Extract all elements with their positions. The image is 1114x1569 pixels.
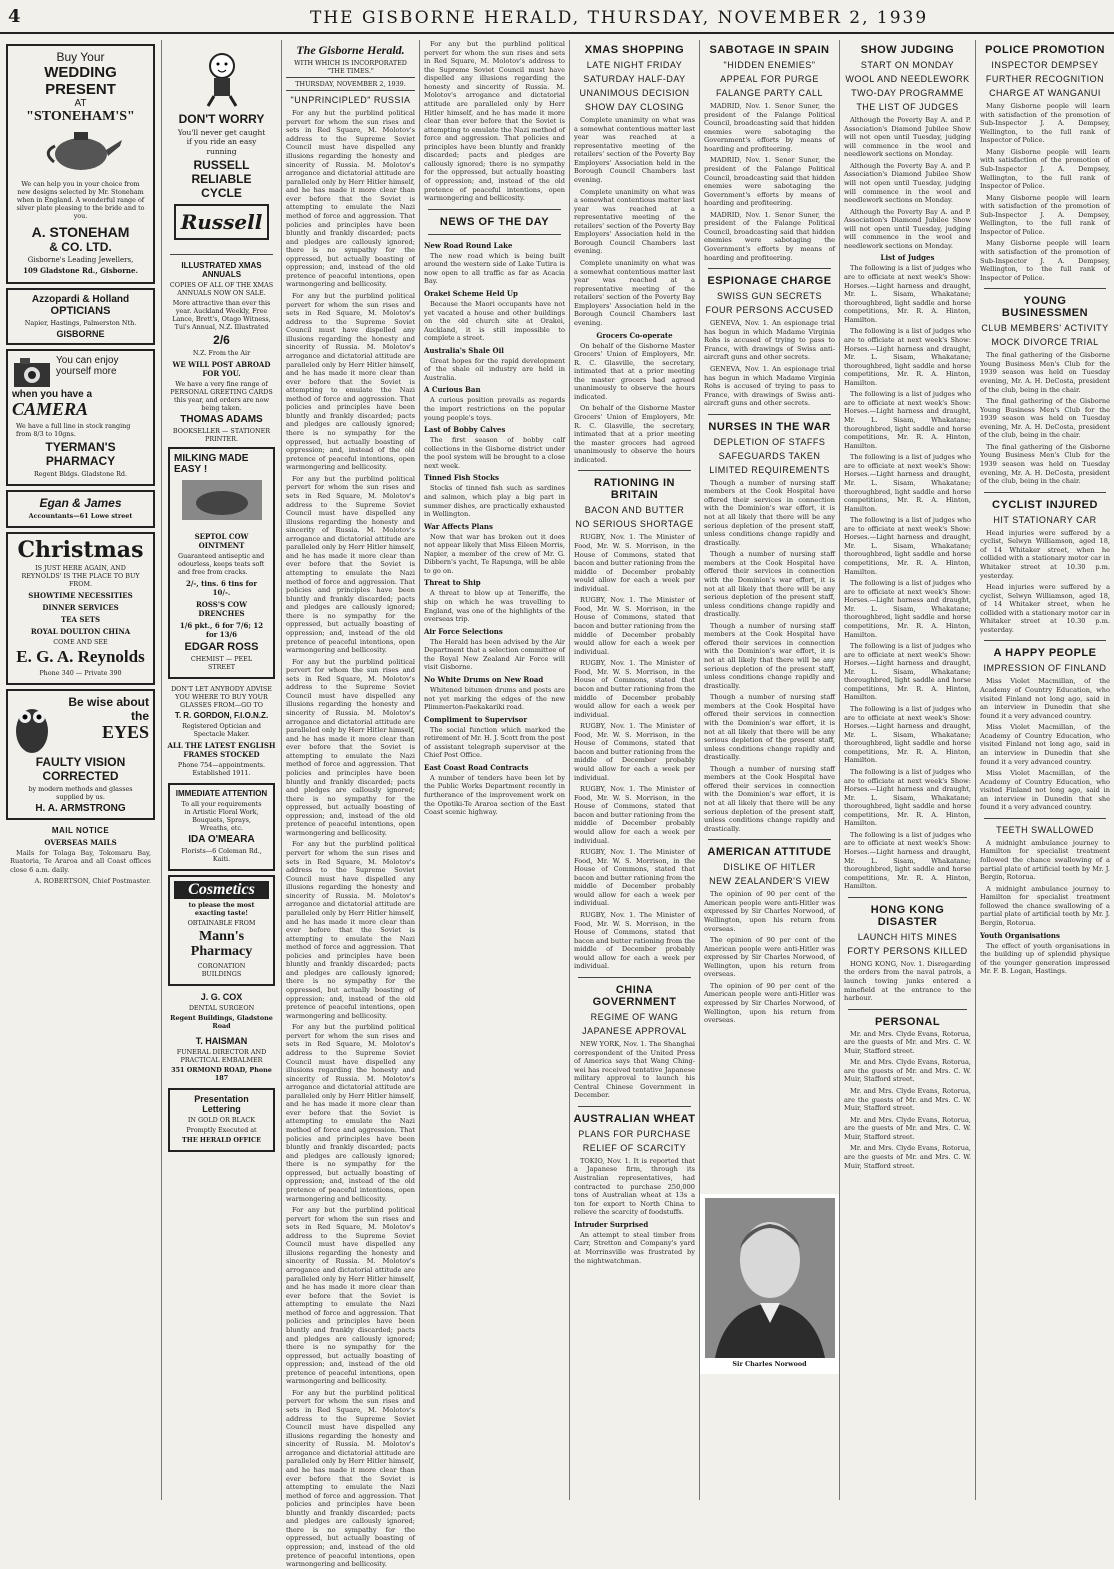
police-head: POLICE PROMOTION xyxy=(985,44,1105,56)
mail-sign: A. ROBERTSON, Chief Postmaster. xyxy=(34,877,151,886)
wheat-sub: PLANS FOR PURCHASE xyxy=(578,1128,691,1139)
ad-name: THOMAS ADAMS xyxy=(180,414,263,426)
xmas-sub: SHOW DAY CLOSING xyxy=(584,102,685,112)
ad-line: DINNER SERVICES xyxy=(42,602,119,612)
police-body: Many Gisborne people will learn with satisfaction of the promotion of Sub-Inspector J. A. Dempsey, Wellington, to the full rank of Inspector of Police. xyxy=(980,239,1110,282)
judges-body: The following is a list of judges who are to officiate at next week's Show: Horses.—Light harness and draught, Mr. L. Sisam, Whakatane; thoroughbred, light saddle and horse competitions, Mr. R. A. Hinton, Hamilton. xyxy=(844,705,971,765)
american-body: The opinion of 90 per cent of the American people were anti-Hitler was expressed by Sir Charles Norwood, of Wellington, upon his return from overseas. xyxy=(704,890,835,933)
ad-line: Promptly Executed at xyxy=(186,1125,257,1134)
wheat-sub: RELIEF OF SCARCITY xyxy=(582,1142,687,1153)
judges-body: The following is a list of judges who are to officiate at next week's Show: Horses.—Light harness and draught, Mr. L. Sisam, Whakatane; thoroughbred, light saddle and horse competitions, Mr. R. A. Hinton, Hamilton. xyxy=(844,453,971,513)
mail-sub: OVERSEAS MAILS xyxy=(44,837,117,847)
news-list xyxy=(420,241,569,817)
ad-line: ROSS'S COW DRENCHES xyxy=(195,600,248,619)
news-item-body: A curious position prevails as regards the import restrictions on the popular young people's toys. xyxy=(424,396,565,422)
police-body: Many Gisborne people will learn with satisfaction of the promotion of Sub-Inspector J. A. Dempsey, Wellington, to the full rank of Inspector of Police. xyxy=(980,147,1110,191)
milking-illustration-icon xyxy=(177,475,267,525)
nurses-body: Though a number of nursing staff members at the Cook Hospital have offered their services in connection with the Dominion's war effort, it is not at all likely that there will be any serious depletion of the present staff, unless conditions change rapidly and drastically. xyxy=(704,621,835,690)
news-item-head: No White Drums on New Road xyxy=(424,674,544,684)
editorial-body: For any but the purblind political pervert for whom the sun rises and sets in Red Square, M. Molotov's address to the Supreme Soviet Council must have dispelled any illusions regarding the honesty and sincerity of Russia. M. Molotov's arrogance and dictatorial attitude are paralleled only by Herr Hitler himself, and he has made it more clear than ever before that the Soviet is attempting to emulate the Nazi method of force and aggression. That policies and principles have been bluntly and frankly discarded; pacts and pledges are callously ignored; there is no sympathy for the oppressed, but actually boasting of oppression; and, instead of the old pretence of peaceful intentions, open warmongering and bellicosity. xyxy=(424,40,565,203)
show-body: Although the Poverty Bay A. and P. Association's Diamond Jubilee Show will not open until Tuesday, judging will commence in the wool and needlework sections on Monday. xyxy=(844,116,971,159)
camera-ad xyxy=(6,349,155,486)
judges-body: The following is a list of judges who are to officiate at next week's Show: Horses.—Light harness and draught, Mr. L. Sisam, Whakatane; thoroughbred, light saddle and horse competitions, Mr. R. A. Hinton, Hamilton. xyxy=(844,830,971,891)
ad-price: 2/6 xyxy=(213,333,230,348)
sabotage-body: MADRID, Nov. 1. Senor Suner, the president of the Falange Political Council, broadcasting said that hidden enemies were sabotaging the Government's efforts by means of hoarding and profiteering. xyxy=(704,156,835,208)
ad-line: N.Z. From the Air xyxy=(192,349,251,358)
ad-name: IDA O'MEARA xyxy=(188,834,255,846)
ad-name: Egan & James xyxy=(39,495,122,510)
nurses-sub: DEPLETION OF STAFFS xyxy=(713,436,826,447)
china-sub: REGIME OF WANG xyxy=(590,1011,679,1022)
hk-head: HONG KONG DISASTER xyxy=(870,903,945,928)
teapot-icon xyxy=(36,124,126,174)
stoneham-ad xyxy=(6,44,155,284)
reynolds-ad xyxy=(6,532,155,685)
judges-body: The following is a list of judges who are to officiate at next week's Show: Horses.—Light harness and draught, Mr. L. Sisam, Whakatane; thoroughbred, light saddle and horse competitions, Mr. R. A. Hinton, Hamilton. xyxy=(844,767,971,828)
personal-body: Mr. and Mrs. Clyde Evans, Rotorua, are the guests of Mr. and Mrs. C. W. Muir, Stafford street. xyxy=(844,1087,971,1113)
editorial-body: For any but the purblind political pervert for whom the sun rises and sets in Red Square, M. Molotov's address to the Supreme Soviet Council must have dispelled any illusions regarding the honesty and sincerity of Russia. M. Molotov's arrogance and dictatorial attitude are paralleled only by Herr Hitler himself, and he has made it more clear than ever before that the Soviet is attempting to emulate the Nazi method of force and aggression. That policies and principles have been bluntly and frankly discarded; pacts and pledges are callously ignored; there is no sympathy for the oppressed, but actually boasting of oppression; and, instead of the old pretence of peaceful intentions, open warmongering and bellicosity. xyxy=(286,292,415,472)
cox-ad xyxy=(162,992,281,1030)
ads-column-2 xyxy=(162,40,282,1500)
intruder-head: Intruder Surprised xyxy=(574,1219,649,1229)
egan-ad xyxy=(6,490,155,528)
ad-line: Phone 754—appointments. Established 1911. xyxy=(177,761,266,778)
azzopardi-ad xyxy=(6,288,155,345)
ad-line: IN GOLD OR BLACK xyxy=(187,1115,256,1124)
ad-line: RELIABLE CYCLE xyxy=(191,172,252,201)
editorial-body: For any but the purblind political pervert for whom the sun rises and sets in Red Square, M. Molotov's address to the Supreme Soviet Council must have dispelled any illusions regarding the honesty and sincerity of Russia. M. Molotov's arrogance and dictatorial attitude are paralleled only by Herr Hitler himself, and he has made it more clear than ever before that the Soviet is attempting to emulate the Nazi method of force and aggression. That policies and principles have been bluntly and frankly discarded; pacts and pledges are callously ignored; there is no sympathy for the oppressed, but actually boasting of oppression; and, instead of the old pretence of peaceful intentions, open warmongering and bellicosity. xyxy=(286,657,415,837)
lettering-ad xyxy=(168,1088,275,1152)
xmas-sub: UNANIMOUS DECISION xyxy=(579,88,690,98)
young-body: The final gathering of the Gisborne Young Business Men's Club for the 1939 season was held on Tuesday evening, Mr. A. H. DeCosta, president of the club, being in the chair. xyxy=(980,351,1110,394)
ad-name: TYERMAN'S xyxy=(45,439,116,454)
ad-title: MILKING MADE EASY ! xyxy=(174,453,249,476)
personal-body: Mr. and Mrs. Clyde Evans, Rotorua, are the guests of Mr. and Mrs. C. W. Muir, Stafford street. xyxy=(844,1058,971,1084)
judges-body: The following is a list of judges who are to officiate at next week's Show: Horses.—Light harness and draught, Mr. L. Sisam, Whakatane; thoroughbred, light saddle and horse competitions, Mr. R. A. Hinton, Hamilton. xyxy=(844,642,971,702)
ad-line: FUNERAL DIRECTOR AND PRACTICAL EMBALMER xyxy=(176,1047,267,1064)
show-sub: THE LIST OF JUDGES xyxy=(856,102,959,112)
sabotage-body: MADRID, Nov. 1. Senor Suner, the president of the Falange Political Council, broadcasting said that hidden enemies were sabotaging the Government's efforts by means of hoarding and profiteering. xyxy=(704,102,835,153)
camera-icon xyxy=(12,355,52,389)
young-body: The final gathering of the Gisborne Young Business Men's Club for the 1939 season was held on Tuesday evening, Mr. A. H. DeCosta, president of the club, being in the chair. xyxy=(980,442,1110,486)
american-body: The opinion of 90 per cent of the American people were anti-Hitler was expressed by Sir Charles Norwood, of Wellington, upon his return from overseas. xyxy=(704,936,835,979)
ad-addr: CORONATION BUILDINGS xyxy=(197,961,246,978)
cyclist-body: Head injuries were suffered by a cyclist, Selwyn Williamson, aged 18, of 14 Whitaker street, when he collided with a stationary motor car in Whitaker street at 10.30 p.m. yesterday. xyxy=(980,528,1110,580)
personal-body: Mr. and Mrs. Clyde Evans, Rotorua, are the guests of Mr. and Mrs. C. W. Muir, Stafford street. xyxy=(844,1115,971,1141)
ad-line: WE WILL POST ABROAD FOR YOU. xyxy=(172,360,271,379)
ration-body: RUGBY, Nov. 1. The Minister of Food, Mr. W. S. Morrison, in the House of Commons, stated that bacon and butter rationing from the middle of December probably would allow for each a week per individual. xyxy=(574,848,696,908)
hk-sub: FORTY PERSONS KILLED xyxy=(847,945,968,956)
portrait-caption: Sir Charles Norwood xyxy=(732,1360,807,1368)
coop-body: On behalf of the Gisborne Master Grocers' Union of Employers, Mr. R. C. Glasville, the secretary, intimated that at a prior meeting the master grocers had agreed unanimously to observe the hours indicated. xyxy=(574,404,695,464)
ad-line: DON'T WORRY xyxy=(178,112,265,126)
news-item-head: War Affects Plans xyxy=(424,521,493,531)
espionage-sub: FOUR PERSONS ACCUSED xyxy=(705,305,834,316)
ad-line: 2/-, tins. 6 tins for 10/-. xyxy=(185,579,258,598)
russell-ad xyxy=(168,44,275,248)
mail-body: Mails for Tolaga Bay, Tokomaru Bay, Ruatoria, Te Araroa and all Coast offices close 6 a.m. daily. xyxy=(10,848,151,874)
ad-name: EDGAR ROSS xyxy=(184,641,259,654)
show-head: SHOW JUDGING xyxy=(860,44,955,56)
portrait-box xyxy=(700,1194,840,1374)
wheat-body: TOKIO, Nov. 1. It is reported that a Japanese firm, through its Australian representatives, had contracted to purchase 250,000 tons of Australian wheat at 13s a ton for export to North China to relieve the scarcity of foodstuffs. xyxy=(574,1156,695,1217)
ad-line: GISBORNE xyxy=(56,328,105,339)
paper-date: THURSDAY, NOVEMBER 2, 1939. xyxy=(295,80,406,89)
personal-head: PERSONAL xyxy=(874,1015,941,1028)
ad-name: J. G. COX xyxy=(200,991,243,1002)
ad-name: Azzopardi & Holland xyxy=(31,293,130,305)
ad-name: T. R. GORDON, F.I.O.N.Z. xyxy=(174,711,269,721)
editorial-body: For any but the purblind political pervert for whom the sun rises and sets in Red Square, M. Molotov's address to the Supreme Soviet Council must have dispelled any illusions regarding the honesty and sincerity of Russia. M. Molotov's arrogance and dictatorial attitude are paralleled only by Herr Hitler himself, and he has made it more clear than ever before that the Soviet is attempting to emulate the Nazi method of force and aggression. That policies and principles have been bluntly and frankly discarded; pacts and pledges are callously ignored; there is no sympathy for the oppressed, but actually boasting of oppression; and, instead of the old pretence of peaceful intentions, open warmongering and bellicosity. xyxy=(286,840,415,1020)
police-sub: INSPECTOR DEMPSEY xyxy=(991,60,1099,70)
american-body: The opinion of 90 per cent of the American people were anti-Hitler was expressed by Sir Charles Norwood, of Wellington, upon his return from overseas. xyxy=(704,981,835,1025)
editorial-body: For any but the purblind political pervert for whom the sun rises and sets in Red Square, M. Molotov's address to the Supreme Soviet Council must have dispelled any illusions regarding the honesty and sincerity of Russia. M. Molotov's arrogance and dictatorial attitude are paralleled only by Herr Hitler himself, and he has made it more clear than ever before that the Soviet is attempting to emulate the Nazi method of force and aggression. That policies and principles have been bluntly and frankly discarded; pacts and pledges are callously ignored; there is no sympathy for the oppressed, but actually boasting of oppression; and, instead of the old pretence of peaceful intentions, open warmongering and bellicosity. xyxy=(286,474,415,655)
show-body: Although the Poverty Bay A. and P. Association's Diamond Jubilee Show will not open until Tuesday, judging will commence in the wool and needlework sections on Monday. xyxy=(844,207,971,250)
ad-line: 351 ORMOND ROAD, Phone 187 xyxy=(171,1065,272,1082)
news-item-head: New Road Round Lake xyxy=(424,240,513,250)
american-sub: NEW ZEALANDER'S VIEW xyxy=(709,876,830,887)
coop-body: On behalf of the Gisborne Master Grocers' Union of Employers, Mr. R. C. Glasville, the secretary, intimated that at a prior meeting the master grocers had agreed unanimously to observe the hours indicated. xyxy=(574,341,695,401)
ad-line: FAULTY VISION xyxy=(35,754,126,769)
column-7 xyxy=(840,40,976,1500)
judges-body: The following is a list of judges who are to officiate at next week's Show: Horses.—Light harness and draught, Mr. L. Sisam, Whakatane; thoroughbred, light saddle and horse competitions, Mr. R. A. Hinton, Hamilton. xyxy=(844,327,971,387)
ad-line: IMMEDIATE ATTENTION xyxy=(175,789,268,799)
news-item-body: The first season of bobby calf collections in the Gisborne district under the pool system will be brought to a close next week. xyxy=(424,436,565,470)
ration-body: RUGBY, Nov. 1. The Minister of Food, Mr. W. S. Morrison, in the House of Commons, stated that bacon and butter rationing from the middle of December probably would allow for each a week per individual. xyxy=(574,785,696,845)
ad-line: Regent Buildings, Gladstone Road xyxy=(170,1013,273,1030)
ad-line: More attractive than ever this year. Auckland Weekly, Free Lance, Brett's, Otago Witness, Tui's Annual, N.Z. Illustrated xyxy=(172,299,271,332)
armstrong-ad xyxy=(6,689,155,820)
news-item-head: Last of Bobby Calves xyxy=(424,425,506,435)
ad-line: IS JUST HERE AGAIN, AND REYNOLDS' IS THE PLACE TO BUY FROM. xyxy=(21,563,140,588)
ad-line: 1/6 pkt., 6 for 7/6; 12 for 13/6 xyxy=(179,621,264,640)
news-item-body: A number of tenders have been let by the Public Works Department recently in furtherance of the improvement work on the Opotiki-Te Araroa section of the East Coast scenic highway. xyxy=(424,773,565,817)
ration-body: RUGBY, Nov. 1. The Minister of Food, Mr. W. S. Morrison, in the House of Commons, stated that bacon and butter rationing from the middle of December probably would allow for each a week per individual. xyxy=(574,722,696,782)
sabotage-sub: "HIDDEN ENEMIES" xyxy=(723,60,816,70)
sabotage-sub: FALANGE PARTY CALL xyxy=(715,88,824,98)
masthead-title: THE GISBORNE HERALD, THURSDAY, NOVEMBER 2, 1939 xyxy=(310,8,929,28)
ad-tag: BOOKSELLER — STATIONER PRINTER. xyxy=(172,427,271,444)
china-head: CHINA GOVERNMENT xyxy=(592,983,677,1008)
nurses-body: Though a number of nursing staff members at the Cook Hospital have offered their services in connection with the Dominion's war effort, it is not at all likely that there will be any serious depletion of the present staff, unless conditions change rapidly and drastically. xyxy=(704,550,835,619)
police-sub: CHARGE AT WANGANUI xyxy=(989,88,1101,98)
ration-body: RUGBY, Nov. 1. The Minister of Food, Mr. W. S. Morrison, in the House of Commons, stated that bacon and butter rationing from the middle of December probably would allow for each a week per individual. xyxy=(574,533,696,593)
ad-name: Mann's Pharmacy xyxy=(190,928,253,960)
police-sub: FURTHER RECOGNITION xyxy=(985,74,1105,84)
editorial-body: For any but the purblind political pervert for whom the sun rises and sets in Red Square, M. Molotov's address to the Supreme Soviet Council must have dispelled any illusions regarding the honesty and sincerity of Russia. M. Molotov's arrogance and dictatorial attitude are paralleled only by Herr Hitler himself, and he has made it more clear than ever before that the Soviet is attempting to emulate the Nazi method of force and aggression. That policies and principles have been bluntly and frankly discarded; pacts and pledges are callously ignored; there is no sympathy for the oppressed, but actually boasting of oppression; and, instead of the old pretence of peaceful intentions, open warmongering and bellicosity. xyxy=(286,1023,415,1203)
china-body: NEW YORK, Nov. 1. The Shanghai correspondent of the United Press of America says that Wang Ching-wei has received tentative Japanese military approval to launch his Central Chinese Government in December. xyxy=(574,1039,695,1100)
ad-line: WEDDING xyxy=(44,64,117,81)
young-head: YOUNG BUSINESSMEN xyxy=(1001,295,1089,320)
ad-line: Presentation Lettering xyxy=(194,1093,249,1114)
ad-line: We have a full line in stock ranging from 8/3 to 10gns. xyxy=(16,421,131,438)
news-item-body: Great hopes for the rapid development of the shale oil industry are held in Australia. xyxy=(424,356,565,382)
ad-title: ILLUSTRATED XMAS ANNUALS xyxy=(181,261,262,280)
show-body: Although the Poverty Bay A. and P. Association's Diamond Jubilee Show will not open until Tuesday, judging will commence in the wool and needlework sections on Monday. xyxy=(844,161,971,205)
ad-line: AT xyxy=(74,98,87,109)
news-item-body: The new road which is being built around the western side of Lake Tutira is now open to all traffic as far as Acacia Bay. xyxy=(424,251,565,286)
owl-icon xyxy=(12,695,52,755)
news-item-head: Compliment to Supervisor xyxy=(424,714,528,724)
omeara-ad xyxy=(168,783,275,871)
ad-line: RUSSELL xyxy=(193,158,250,173)
ad-line: Buy Your xyxy=(56,50,105,64)
ad-addr: Florists—6 Coleman Rd., Kaiti. xyxy=(181,847,262,864)
news-item-head: Orakei Scheme Held Up xyxy=(424,288,518,298)
show-sub: START ON MONDAY xyxy=(860,60,955,70)
news-item-head: East Coast Road Contracts xyxy=(424,762,529,772)
ad-line: Guaranteed antiseptic and odourless, keeps teats soft and free from cracks. xyxy=(178,552,265,577)
xmas-annuals-ad xyxy=(162,261,281,443)
news-item-body: Now that war has broken out it does not appear likely that Miss Eileen Morris, Napier, a member of the crew of Mr. G. Dibbern's yacht, Te Rapunga, will be able to go on. xyxy=(424,532,565,575)
happy-head: A HAPPY PEOPLE xyxy=(993,647,1097,660)
xmas-body: Complete unanimity on what was a somewhat contentious matter last year was reached at a representative meeting of the retailers' section of the Poverty Bay Employers' Association held in the Borough Council Chambers last evening. xyxy=(574,187,695,256)
ad-line: Be wise about the xyxy=(68,694,149,723)
news-item-head: Australia's Shale Oil xyxy=(424,345,504,355)
happy-body: Miss Violet Macmillan, of the Academy of Country Education, who visited Finland not long ago, said in an interview in Dunedin that she found it a very advanced country. xyxy=(980,769,1110,812)
ad-phone: Phone 340 — Private 390 xyxy=(39,668,122,677)
ads-column-1 xyxy=(0,40,162,1500)
ad-name: E. G. A. Reynolds xyxy=(16,646,145,666)
mail-title: MAIL NOTICE xyxy=(51,825,110,835)
mann-ad xyxy=(168,875,275,985)
sabotage-sub: APPEAL FOR PURGE xyxy=(720,74,819,84)
ad-name: T. HAISMAN xyxy=(195,1035,248,1046)
judges-body: The following is a list of judges who are to officiate at next week's Show: Horses.—Light harness and draught, Mr. L. Sisam, Whakatane; thoroughbred, light saddle and horse competitions, Mr. R. A. Hinton, Hamilton. xyxy=(844,390,971,450)
news-column xyxy=(420,40,570,1500)
news-item-head: Tinned Fish Stocks xyxy=(424,473,499,483)
masthead xyxy=(0,0,1114,34)
nurses-body: Though a number of nursing staff members at the Cook Hospital have offered their services in connection with the Dominion's war effort, it is not at all likely that there will be any serious depletion of the present staff, unless conditions change rapidly and drastically. xyxy=(704,478,835,547)
teeth-head: TEETH SWALLOWED xyxy=(996,824,1094,835)
ration-body: RUGBY, Nov. 1. The Minister of Food, Mr. W. S. Morrison, in the House of Commons, stated that bacon and butter rationing from the middle of December probably would allow for each a week per individual. xyxy=(574,596,696,656)
ad-name2: PHARMACY xyxy=(45,453,116,468)
xmas-head: XMAS SHOPPING xyxy=(584,44,685,56)
news-item-body: The Herald has been advised by the Air Department that a selection committee of the Royal New Zealand Air Force will visit Gisborne. xyxy=(424,637,565,672)
nurses-body: Though a number of nursing staff members at the Cook Hospital have offered their services in connection with the Dominion's war effort, it is not at all likely that there will be any serious depletion of the present staff, unless conditions change rapidly and drastically. xyxy=(704,693,835,762)
personal-body: Mr. and Mrs. Clyde Evans, Rotorua, are the guests of Mr. and Mrs. C. W. Muir, Stafford street. xyxy=(844,1029,971,1055)
cyclist-sub: HIT STATIONARY CAR xyxy=(993,514,1097,525)
intruder-body: An attempt to steal timber from Carr, Stretton and Company's yard at Morrinsville was frustrated by the nightwatchman. xyxy=(574,1230,695,1265)
cyclist-body: Head injuries were suffered by a cyclist, Selwyn Williamson, aged 18, of 14 Whitaker street, when he collided with a stationary motor car in Whitaker street at 10.30 p.m. yesterday. xyxy=(980,583,1110,634)
ad-tag: CHEMIST — PEEL STREET xyxy=(190,655,253,672)
espionage-head: ESPIONAGE CHARGE xyxy=(707,275,832,288)
judges-body: The following is a list of judges who are to officiate at next week's Show: Horses.—Light harness and draught, Mr. L. Sisam, Whakatane; thoroughbred, light saddle and horse competitions, Mr. R. A. Hinton, Hamilton. xyxy=(844,264,971,324)
column-8 xyxy=(976,40,1114,1500)
wheat-head: AUSTRALIAN WHEAT xyxy=(573,1112,696,1125)
ad-line: PRESENT xyxy=(45,81,116,98)
ad-addr: Regent Bldgs. Gladstone Rd. xyxy=(33,469,128,478)
judges-body: The following is a list of judges who are to officiate at next week's Show: Horses.—Light harness and draught, Mr. L. Sisam, Whakatane; thoroughbred, light saddle and horse competitions, Mr. R. A. Hinton, Hamilton. xyxy=(844,579,971,639)
ad-line: CAMERA xyxy=(12,398,89,419)
ad-line: DON'T LET ANYBODY ADVISE YOU WHERE TO BUY YOUR GLASSES FROM—GO TO xyxy=(171,685,272,710)
young-sub: MOCK DIVORCE TRIAL xyxy=(991,337,1099,348)
norwood-portrait-icon xyxy=(705,1198,835,1358)
news-head: NEWS OF THE DAY xyxy=(439,215,550,228)
ad-name: A. STONEHAM xyxy=(31,224,130,241)
nurses-sub: LIMITED REQUIREMENTS xyxy=(709,464,830,475)
ad-title: Christmas xyxy=(17,536,144,563)
youth-body: The effect of youth organisations in the building up of splendid physique of the younger generation impressed Mr. F. B. Logan, Hastings. xyxy=(980,941,1110,976)
paper-sub: WITH WHICH IS INCORPORATED "THE TIMES." xyxy=(294,59,407,76)
cartoon-boy-icon xyxy=(192,48,252,108)
ration-body: RUGBY, Nov. 1. The Minister of Food, Mr. W. S. Morrison, in the House of Commons, stated that bacon and butter rationing from the middle of December probably would allow for each a week per individual. xyxy=(574,659,696,719)
young-sub: CLUB MEMBERS' ACTIVITY xyxy=(981,323,1109,334)
nurses-sub: SAFEGUARDS TAKEN xyxy=(718,450,821,461)
young-body: The final gathering of the Gisborne Young Business Men's Club for the 1939 season was held on Tuesday evening, Mr. A. H. DeCosta, president of the club, being in the chair. xyxy=(980,397,1110,440)
ad-tag: Gisborne's Leading Jewellers, xyxy=(27,256,134,265)
haisman-ad xyxy=(162,1036,281,1082)
show-sub: WOOL AND NEEDLEWORK xyxy=(845,74,970,84)
personal-body: Mr. and Mrs. Clyde Evans, Rotorua, are the guests of Mr. and Mrs. C. W. Muir, Stafford street. xyxy=(844,1144,971,1170)
gordon-ad xyxy=(162,685,281,777)
judges-body: The following is a list of judges who are to officiate at next week's Show: Horses.—Light harness and draught, Mr. L. Sisam, Whakatane; thoroughbred, light saddle and horse competitions, Mr. R. A. Hinton, Hamilton. xyxy=(844,516,971,576)
ad-line: SEPTOL COW OINTMENT xyxy=(194,532,249,551)
editorial-body: For any but the purblind political pervert for whom the sun rises and sets in Red Square, M. Molotov's address to the Supreme Soviet Council must have dispelled any illusions regarding the honesty and sincerity of Russia. M. Molotov's arrogance and dictatorial attitude are paralleled only by Herr Hitler himself, and he has made it more clear than ever before that the Soviet is attempting to emulate the Nazi method of force and aggression. That policies and principles have been bluntly and frankly discarded; pacts and pledges are callously ignored; there is no sympathy for the oppressed, but actually boasting of oppression; and, instead of the old pretence of peaceful intentions, open warmongering and bellicosity. xyxy=(286,1206,415,1386)
editorial-column xyxy=(282,40,420,1569)
nurses-head: NURSES IN THE WAR xyxy=(708,420,831,433)
ad-name: H. A. ARMSTRONG xyxy=(35,802,126,814)
teeth-body: A midnight ambulance journey to Hamilton for specialist treatment followed the chance swallowing of a partial plate of artificial teeth by Mr. J. Bergin, Rotorua. xyxy=(980,838,1110,882)
ad-line: to please the most exacting taste! xyxy=(188,900,255,917)
teeth-body: A midnight ambulance journey to Hamilton for specialist treatment followed the chance swallowing of a partial plate of artificial teeth by Mr. J. Bergin, Rotorua. xyxy=(980,884,1110,927)
news-item-body: A threat to blow up at Teneriffe, the ship on which he was travelling to England, was one of the highlights of the overseas trip. xyxy=(424,589,565,624)
russell-logo: Russell xyxy=(174,204,269,240)
editorial-body: For any but the purblind political pervert for whom the sun rises and sets in Red Square, M. Molotov's address to the Supreme Soviet Council must have dispelled any illusions regarding the honesty and sincerity of Russia. M. Molotov's arrogance and dictatorial attitude are paralleled only by Herr Hitler himself, and he has made it more clear than ever before that the Soviet is attempting to emulate the Nazi method of force and aggression. That policies and principles have been bluntly and frankly discarded; pacts and pledges are callously ignored; there is no sympathy for the oppressed, but actually boasting of oppression; and, instead of the old pretence of peaceful intentions, open warmongering and bellicosity. xyxy=(286,1388,415,1569)
espionage-body: GENEVA, Nov. 1. An espionage trial has begun in which Madame Virginia Rohs is accused of trying to pass to France, with drawings of Swiss anti-aircraft guns and other secrets. xyxy=(704,364,835,408)
police-body: Many Gisborne people will learn with satisfaction of the promotion of Sub-Inspector J. A. Dempsey, Wellington, to the full rank of Inspector of Police. xyxy=(980,102,1110,145)
hk-body: HONG KONG, Nov. 1. Disregarding the orders from the naval patrols, a launch towing junks entered a minefield at the entrance to the harbour. xyxy=(844,959,971,1003)
xmas-sub: SATURDAY HALF-DAY xyxy=(583,74,686,84)
ad-line: by modern methods and glasses supplied by us. xyxy=(28,784,133,801)
cyclist-head: CYCLIST INJURED xyxy=(992,498,1098,511)
sabotage-body: MADRID, Nov. 1. Senor Suner, the president of the Falange Political Council, broadcasting said that hidden enemies were sabotaging the Government's efforts by means of hoarding and profiteering. xyxy=(704,210,835,262)
news-item-body: Because the Maori occupants have not yet vacated a house and other buildings on the old church site at Orakei, Auckland, it is still impossible to complete a street. xyxy=(424,299,565,343)
american-head: AMERICAN ATTITUDE xyxy=(707,846,832,859)
ration-body: RUGBY, Nov. 1. The Minister of Food, Mr. W. S. Morrison, in the House of Commons, stated that bacon and butter rationing from the middle of December probably would allow for each a week per individual. xyxy=(574,911,696,971)
ad-body: We can help you in your choice from new designs selected by Mr. Stoneham when in England. A wonderful range of silver plate pleasing to the bride and to you. xyxy=(16,180,145,221)
news-item-head: Air Force Selections xyxy=(424,626,503,636)
happy-body: Miss Violet Macmillan, of the Academy of Country Education, who visited Finland not long ago, said in an interview in Dunedin that she found it a very advanced country. xyxy=(980,677,1110,720)
ad-line: You can enjoy yourself more xyxy=(56,354,119,377)
xmas-body: Complete unanimity on what was a somewhat contentious matter last year was reached at a representative meeting of the retailers' section of the Poverty Bay Employers' Association held in the Borough Council Chambers last evening. xyxy=(574,259,695,327)
police-body: Many Gisborne people will learn with satisfaction of the promotion of Sub-Inspector J. A. Dempsey, Wellington, to the full rank of Inspector of Police. xyxy=(980,193,1110,236)
news-item-body: Whitened bitumen drums and posts are not yet marking the edges of the new Plimmerton-Paekakariki road. xyxy=(424,685,565,712)
editorial-head: "UNPRINCIPLED" RUSSIA xyxy=(290,95,411,106)
column-5 xyxy=(570,40,700,1500)
ration-head: RATIONING IN BRITAIN xyxy=(594,477,675,502)
ad-line: ALL THE LATEST ENGLISH FRAMES STOCKED xyxy=(167,741,276,760)
american-sub: DISLIKE OF HITLER xyxy=(723,862,816,873)
ad-line: OPTICIANS xyxy=(50,304,111,317)
editorial-body: For any but the purblind political pervert for whom the sun rises and sets in Red Square, M. Molotov's address to the Supreme Soviet Council must have dispelled any illusions regarding the honesty and sincerity of Russia. M. Molotov's arrogance and dictatorial attitude are paralleled only by Herr Hitler himself, and he has made it more clear than ever before that the Soviet is attempting to emulate the Nazi method of force and aggression. That policies and principles have been bluntly and frankly discarded; pacts and pledges are callously ignored; there is no sympathy for the oppressed, but actually boasting of oppression; and, instead of the old pretence of peaceful intentions, open warmongering and bellicosity. xyxy=(286,109,415,289)
ad-line: TEA SETS xyxy=(60,614,101,624)
coop-head: Grocers Co-operate xyxy=(596,330,673,340)
ad-line: OBTAINABLE FROM xyxy=(187,918,256,927)
espionage-sub: SWISS GUN SECRETS xyxy=(716,291,822,302)
ad-line: To all your requirements in Artistic Floral Work, Bouquets, Sprays, Wreaths, etc. xyxy=(181,800,262,833)
show-sub: TWO-DAY PROGRAMME xyxy=(851,88,964,98)
ad-line: ROYAL DOULTON CHINA xyxy=(30,626,131,636)
ad-line: We have a very fine range of PERSONAL GREETING CARDS this year, and orders are now being taken. xyxy=(170,380,273,413)
ad-line: Registered Optician and Spectacle Maker. xyxy=(182,722,261,739)
ad-line: EYES xyxy=(101,721,149,742)
ad-line: Napier, Hastings, Palmerston Nth. xyxy=(24,318,137,327)
ad-line: when you have a xyxy=(12,388,93,400)
youth-head: Youth Organisations xyxy=(980,930,1060,940)
ad-line: THE HERALD OFFICE xyxy=(182,1135,261,1144)
ad-line: COME AND SEE xyxy=(53,637,108,646)
ad-addr: 109 Gladstone Rd., Gisborne. xyxy=(23,266,138,276)
ad-line: COPIES OF ALL OF THE XMAS ANNUALS NOW ON SALE. xyxy=(169,281,274,298)
xmas-sub: LATE NIGHT FRIDAY xyxy=(586,60,683,70)
xmas-body: Complete unanimity on what was a somewhat contentious matter last year was reached at a representative meeting of the retailers' section of the Poverty Bay Employers' Association held in the Borough Council Chambers last evening. xyxy=(574,116,695,184)
espionage-body: GENEVA, Nov. 1. An espionage trial has begun in which Madame Virginia Rohs is accused of trying to pass to France, with drawings of Swiss anti-aircraft guns and other secrets. xyxy=(704,319,835,362)
ross-ad xyxy=(168,447,275,679)
news-item-head: A Curious Ban xyxy=(424,385,481,395)
ad-line: SHOWTIME NECESSITIES xyxy=(28,590,133,600)
happy-sub: IMPRESSION OF FINLAND xyxy=(983,663,1107,674)
judges-head: List of Judges xyxy=(880,253,935,263)
happy-body: Miss Violet Macmillan, of the Academy of Country Education, who visited Finland not long ago, said in an interview in Dunedin that she found it a very advanced country. xyxy=(980,723,1110,766)
ad-line: You'll never get caught if you ride an easy running xyxy=(177,128,266,156)
ad-name2: & CO. LTD. xyxy=(49,240,112,255)
hk-sub: LAUNCH HITS MINES xyxy=(857,931,958,942)
ration-sub: BACON AND BUTTER xyxy=(584,505,685,516)
nurses-body: Though a number of nursing staff members at the Cook Hospital have offered their services in connection with the Dominion's war effort, it is not at all likely that there will be any serious depletion of the present staff, unless conditions change rapidly and drastically. xyxy=(704,764,835,833)
ration-sub: NO SERIOUS SHORTAGE xyxy=(575,519,694,530)
ad-line: CORRECTED xyxy=(42,768,119,783)
news-item-body: The social function which marked the retirement of Mr. H. J. Scott from the post of assistant telegraph supervisor at the Chief Post Office. xyxy=(424,725,565,760)
sabotage-head: SABOTAGE IN SPAIN xyxy=(709,44,830,56)
mail-notice xyxy=(6,826,155,886)
news-item-body: Stocks of tinned fish such as sardines and salmon, which play a big part in summer dishes, are practically exhausted in Wellington. xyxy=(424,484,565,519)
paper-name: The Gisborne Herald. xyxy=(296,43,405,57)
ad-title: Cosmetics xyxy=(174,881,269,899)
ad-line: DENTAL SURGEON xyxy=(188,1003,255,1012)
page-number: 4 xyxy=(8,6,21,27)
china-sub: JAPANESE APPROVAL xyxy=(582,1025,687,1036)
ad-line: "STONEHAM'S" xyxy=(26,109,135,124)
news-item-head: Threat to Ship xyxy=(424,578,481,588)
ad-tag: Accountants—61 Lowe street xyxy=(28,511,133,520)
